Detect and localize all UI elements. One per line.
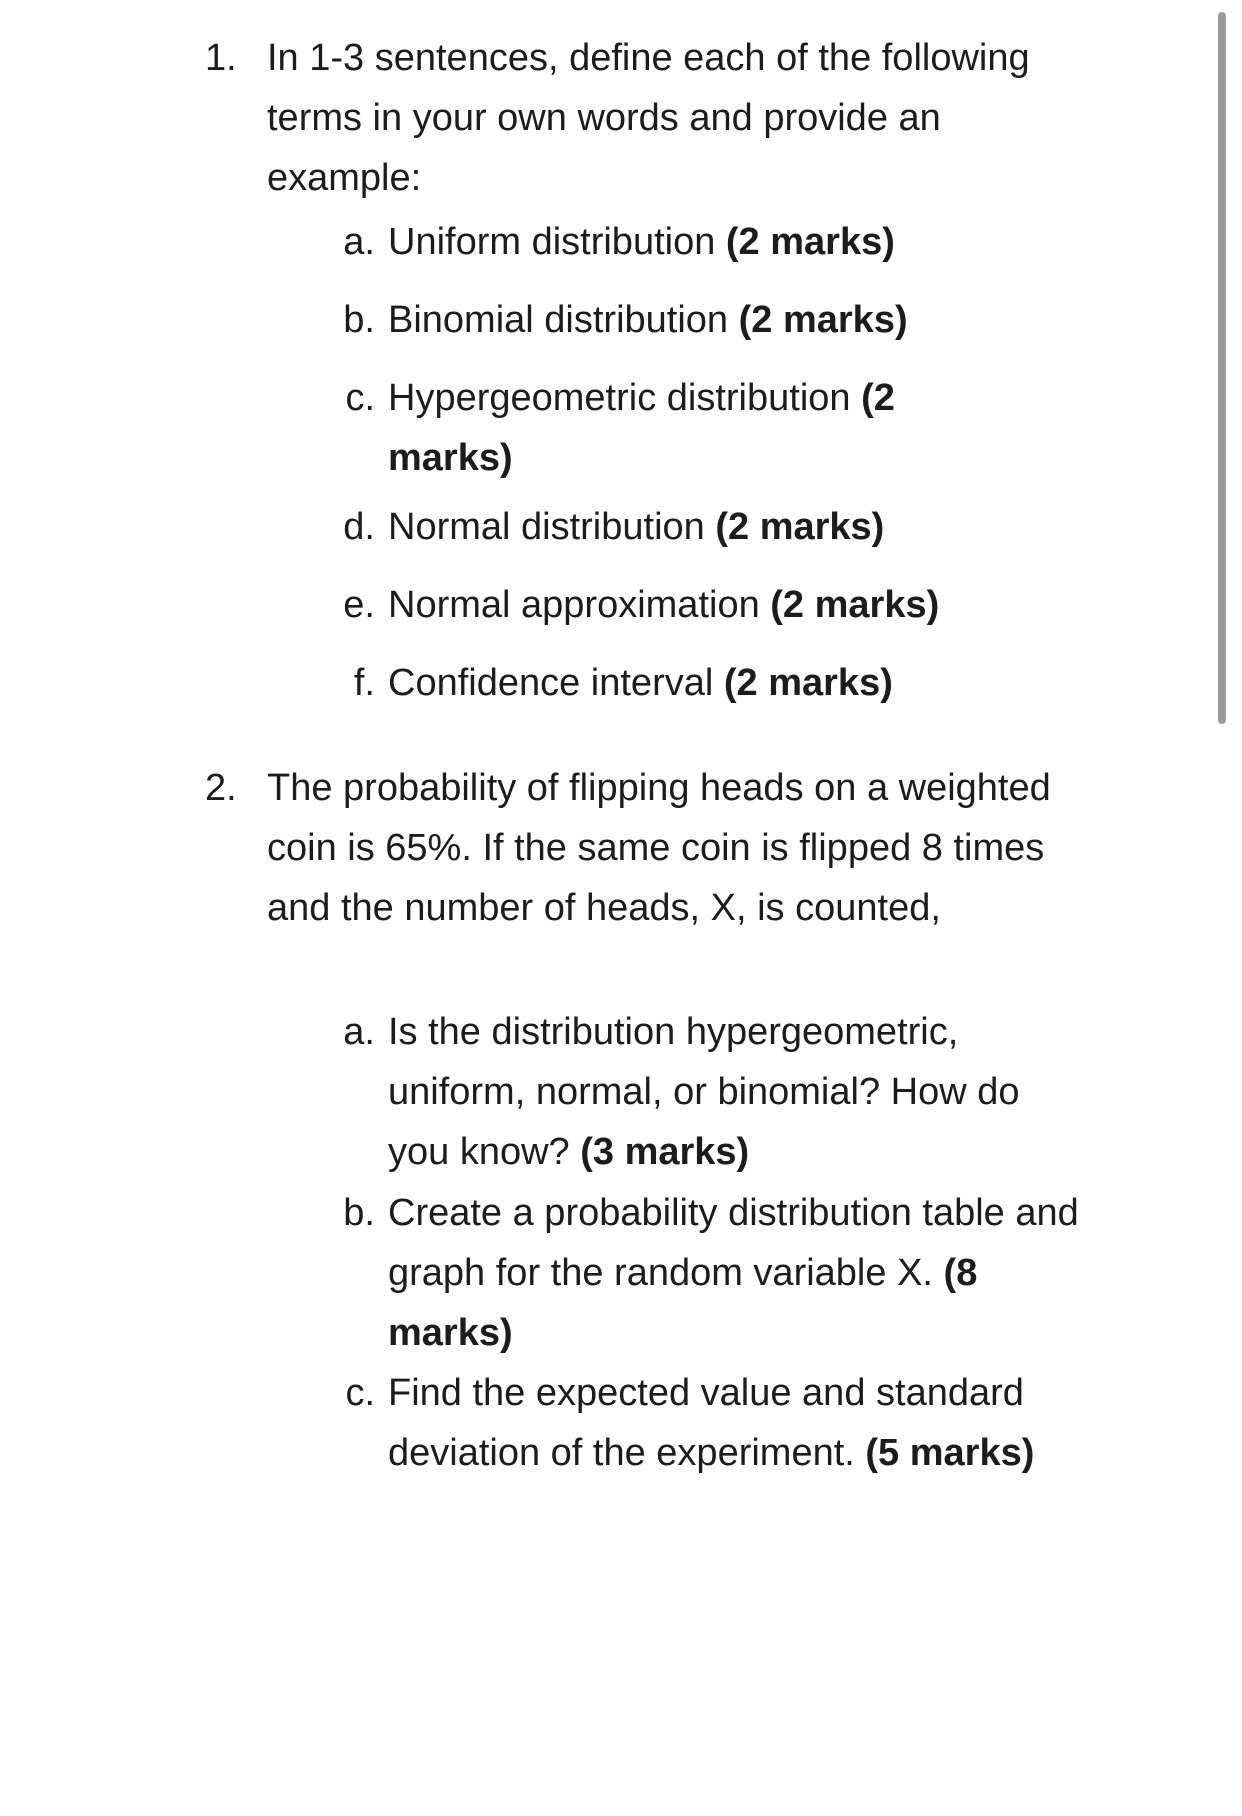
question-number: 2. — [205, 767, 237, 809]
item-text: Hypergeometric distribution — [388, 377, 851, 419]
question-text: The probability of flipping heads on a weighted coin is 65%. If the same coin is flipped 8 times and the number of heads, X, is counted, — [267, 767, 1051, 929]
item-marks: (2 marks) — [388, 377, 895, 479]
item-text: Create a probability distribution table and graph for the random variable X. — [388, 1192, 1079, 1294]
item-letter: b. — [343, 1192, 375, 1234]
item-text: Find the expected value and standard deviation of the experiment. — [388, 1372, 1024, 1474]
item-marks: (2 marks) — [715, 506, 885, 548]
item-marks: (8 marks) — [388, 1252, 978, 1354]
item-marks: (2 marks) — [723, 662, 893, 704]
item-text: Is the distribution hypergeometric, uniform, normal, or binomial? How do you know? — [388, 1011, 1020, 1173]
item-letter: e. — [343, 584, 375, 626]
question-1-item-d — [325, 497, 1125, 557]
item-text: Confidence interval — [388, 662, 714, 704]
item-letter: b. — [343, 299, 375, 341]
question-number: 1. — [205, 37, 237, 79]
item-letter: d. — [343, 506, 375, 548]
question-2 — [205, 758, 1105, 938]
question-2-item-a — [325, 1002, 1125, 1182]
question-2-item-b — [325, 1183, 1125, 1363]
item-text: Normal approximation — [388, 584, 760, 626]
question-1-item-e — [325, 575, 1125, 635]
question-1-item-f — [325, 653, 1125, 713]
item-marks: (2 marks) — [770, 584, 940, 626]
item-marks: (3 marks) — [580, 1131, 750, 1173]
item-marks: (5 marks) — [865, 1432, 1035, 1474]
item-letter: c. — [345, 377, 375, 419]
item-letter: a. — [343, 1011, 375, 1053]
question-text: In 1-3 sentences, define each of the following terms in your own words and provide an example: — [267, 37, 1030, 199]
item-letter: a. — [343, 221, 375, 263]
question-1-item-a — [325, 212, 1125, 272]
item-letter: f. — [353, 662, 375, 704]
item-text: Uniform distribution — [388, 221, 716, 263]
item-marks: (2 marks) — [738, 299, 908, 341]
question-1-item-b — [325, 290, 1125, 350]
item-text: Normal distribution — [388, 506, 705, 548]
vertical-scrollbar[interactable] — [1218, 12, 1226, 724]
item-marks: (2 marks) — [725, 221, 895, 263]
question-1 — [205, 28, 1105, 208]
item-letter: c. — [345, 1372, 375, 1414]
question-2-item-c — [325, 1363, 1125, 1483]
item-text: Binomial distribution — [388, 299, 729, 341]
question-1-item-c — [325, 368, 1125, 488]
